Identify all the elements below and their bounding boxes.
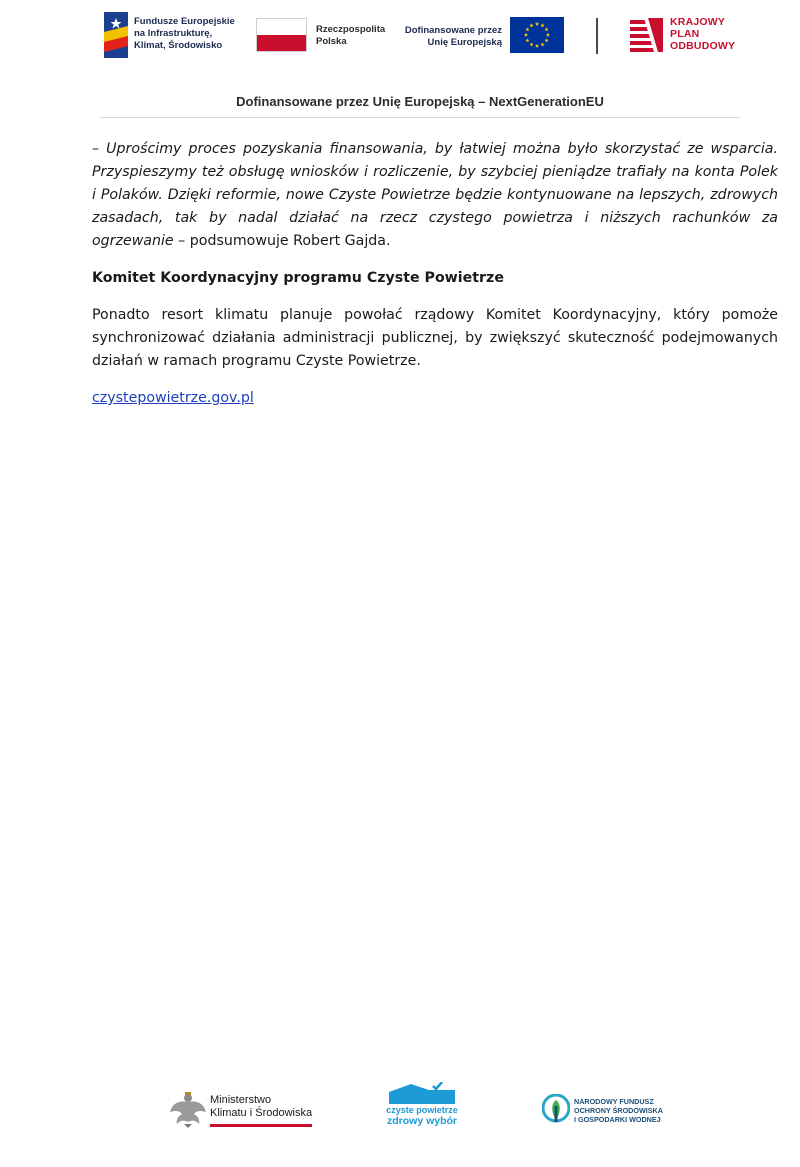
logo-czyste-powietrze — [386, 1082, 458, 1132]
czyste-powietrze-house-icon — [389, 1082, 455, 1104]
body-paragraph: Ponadto resort klimatu planuje powołać rządowy Komitet Koordynacyjny, który pomoże synchronizować działania administracji publicznej, by zwiększyć skuteczność podejmowanych działań w ramach programu Czyste Powietrze. — [92, 307, 778, 369]
header-divider — [596, 18, 598, 54]
eu-flag-icon — [510, 17, 564, 53]
polish-flag-icon — [256, 18, 307, 52]
section-heading: Komitet Koordynacyjny programu Czyste Powietrze — [92, 270, 504, 286]
logo-krajowy-plan-odbudowy — [630, 16, 750, 56]
krajowy-plan-odbudowy-label: KRAJOWY PLAN ODBUDOWY — [670, 16, 736, 52]
polish-eagle-icon — [170, 1090, 206, 1128]
nfosigw-label: NARODOWY FUNDUSZ OCHRONY ŚRODOWISKA I GOSPODARKI WODNEJ — [574, 1097, 663, 1124]
ministerstwo-label: Ministerstwo Klimatu i Środowiska — [210, 1094, 313, 1119]
fundusze-europejskie-label: Fundusze Europejskie na Infrastrukturę, Klimat, Środowisko — [134, 16, 235, 51]
kpo-mark-icon — [630, 18, 663, 52]
logo-dofinansowane-ue — [404, 17, 564, 55]
quote-attribution: – podsumowuje Robert Gajda. — [173, 233, 391, 249]
header-rule — [100, 117, 740, 118]
logo-nfosigw — [542, 1094, 672, 1128]
dofinansowane-ue-label: Dofinansowane przez Unię Europejską — [404, 25, 502, 48]
czyste-powietrze-label: czyste powietrze zdrowy wybór — [386, 1105, 458, 1127]
article-content — [92, 138, 778, 410]
logo-fundusze-europejskie — [104, 12, 244, 58]
rzeczpospolita-polska-label: Rzeczpospolita Polska — [316, 24, 386, 47]
quote-dash: – — [92, 141, 107, 157]
logo-ministerstwo-klimatu — [170, 1090, 320, 1132]
funding-statement: Dofinansowane przez Unię Europejską – NextGenerationEU — [236, 94, 604, 109]
logo-rzeczpospolita-polska — [256, 18, 396, 54]
quote-paragraph — [92, 138, 778, 253]
nfosigw-mark-icon — [542, 1094, 570, 1124]
ministerstwo-underline — [210, 1124, 312, 1127]
program-website-link[interactable]: czystepowietrze.gov.pl — [92, 390, 254, 406]
quote-text: Uprościmy proces pozyskania finansowania, by łatwiej można było skorzystać ze wsparcia. Przyspieszymy też obsługę wniosków i rozliczenie, by szybciej pieniądze trafiały na konta Polek i Polaków. Dzięki reformie, nowe Czyste Powietrze będzie kontynuowane na lepszych, zdrowych zasadach, tak by nadal działać na rzecz czystego powietrza i niższych rachunków za ogrzewanie — [92, 141, 778, 249]
fundusze-europejskie-flag-icon — [104, 12, 128, 58]
